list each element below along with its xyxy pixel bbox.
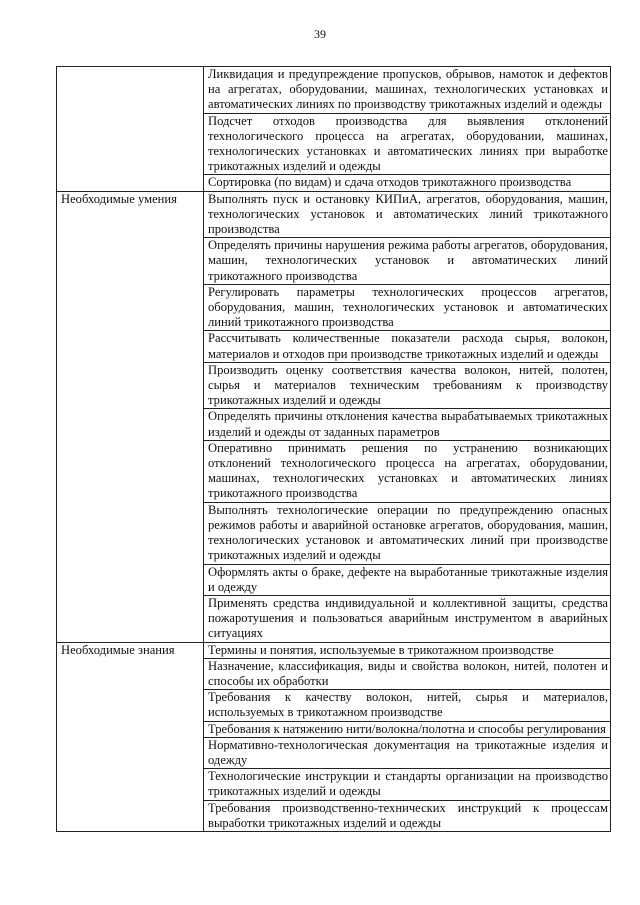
requirement-item: Ликвидация и предупреждение пропусков, обрывов, намоток и дефектов на агрегатах, оборудовании, машинах, технологических установках и автоматических линиях по производству трикотажных изделий и одежды (204, 67, 611, 114)
requirement-item: Термины и понятия, используемые в трикотажном производстве (204, 642, 611, 658)
requirement-item: Выполнять технологические операции по предупреждению опасных режимов работы и аварийной остановке агрегатов, оборудования, машин, технологических установок и автоматических линий при производстве трикотажных изделий и одежды (204, 502, 611, 564)
requirement-item: Требования к качеству волокон, нитей, сырья и материалов, используемых в трикотажном производстве (204, 690, 611, 721)
requirement-item: Определять причины нарушения режима работы агрегатов, оборудования, машин, технологических установок и автоматических линий трикотажного производства (204, 238, 611, 285)
requirement-item: Требования к натяжению нити/волокна/полотна и способы регулирования (204, 721, 611, 737)
section-label: Необходимые умения (57, 191, 204, 642)
table-row (57, 191, 611, 238)
table-row (57, 642, 611, 658)
competency-table (56, 66, 611, 832)
requirement-item: Требования производственно-технических инструкций к процессам выработки трикотажных изделий и одежды (204, 800, 611, 831)
requirement-item: Оперативно принимать решения по устранению возникающих отклонений технологического процесса на агрегатах, оборудовании, машинах, технологических установках и автоматических линиях трикотажного производства (204, 440, 611, 502)
page-number: 39 (314, 27, 326, 41)
requirement-item: Определять причины отклонения качества вырабатываемых трикотажных изделий и одежды от заданных параметров (204, 409, 611, 440)
requirement-item: Подсчет отходов производства для выявления отклонений технологического процесса на агрегатах, оборудовании, машинах, технологических установках и автоматических линиях при выработке трикотажных изделий и одежды (204, 113, 611, 175)
requirement-item: Применять средства индивидуальной и коллективной защиты, средства пожаротушения и пользоваться аварийным инструментом в аварийных ситуациях (204, 595, 611, 642)
requirement-item: Сортировка (по видам) и сдача отходов трикотажного производства (204, 175, 611, 191)
requirement-item: Регулировать параметры технологических процессов агрегатов, оборудования, машин, технологических установок и автоматических линий трикотажного производства (204, 284, 611, 331)
requirement-item: Оформлять акты о браке, дефекте на выработанные трикотажные изделия и одежду (204, 564, 611, 595)
requirement-item: Выполнять пуск и остановку КИПиА, агрегатов, оборудования, машин, технологических установок и автоматических линий трикотажного производства (204, 191, 611, 238)
requirement-item: Технологические инструкции и стандарты организации на производство трикотажных изделий и одежды (204, 769, 611, 800)
section-label: Необходимые знания (57, 642, 204, 831)
requirement-item: Нормативно-технологическая документация на трикотажные изделия и одежду (204, 737, 611, 768)
requirement-item: Рассчитывать количественные показатели расхода сырья, волокон, материалов и отходов при производстве трикотажных изделий и одежды (204, 331, 611, 362)
requirement-item: Производить оценку соответствия качества волокон, нитей, полотен, сырья и материалов техническим требованиям к производству трикотажных изделий и одежды (204, 362, 611, 409)
requirement-item: Назначение, классификация, виды и свойства волокон, нитей, полотен и способы их обработки (204, 658, 611, 689)
section-label (57, 67, 204, 192)
table-row (57, 67, 611, 114)
